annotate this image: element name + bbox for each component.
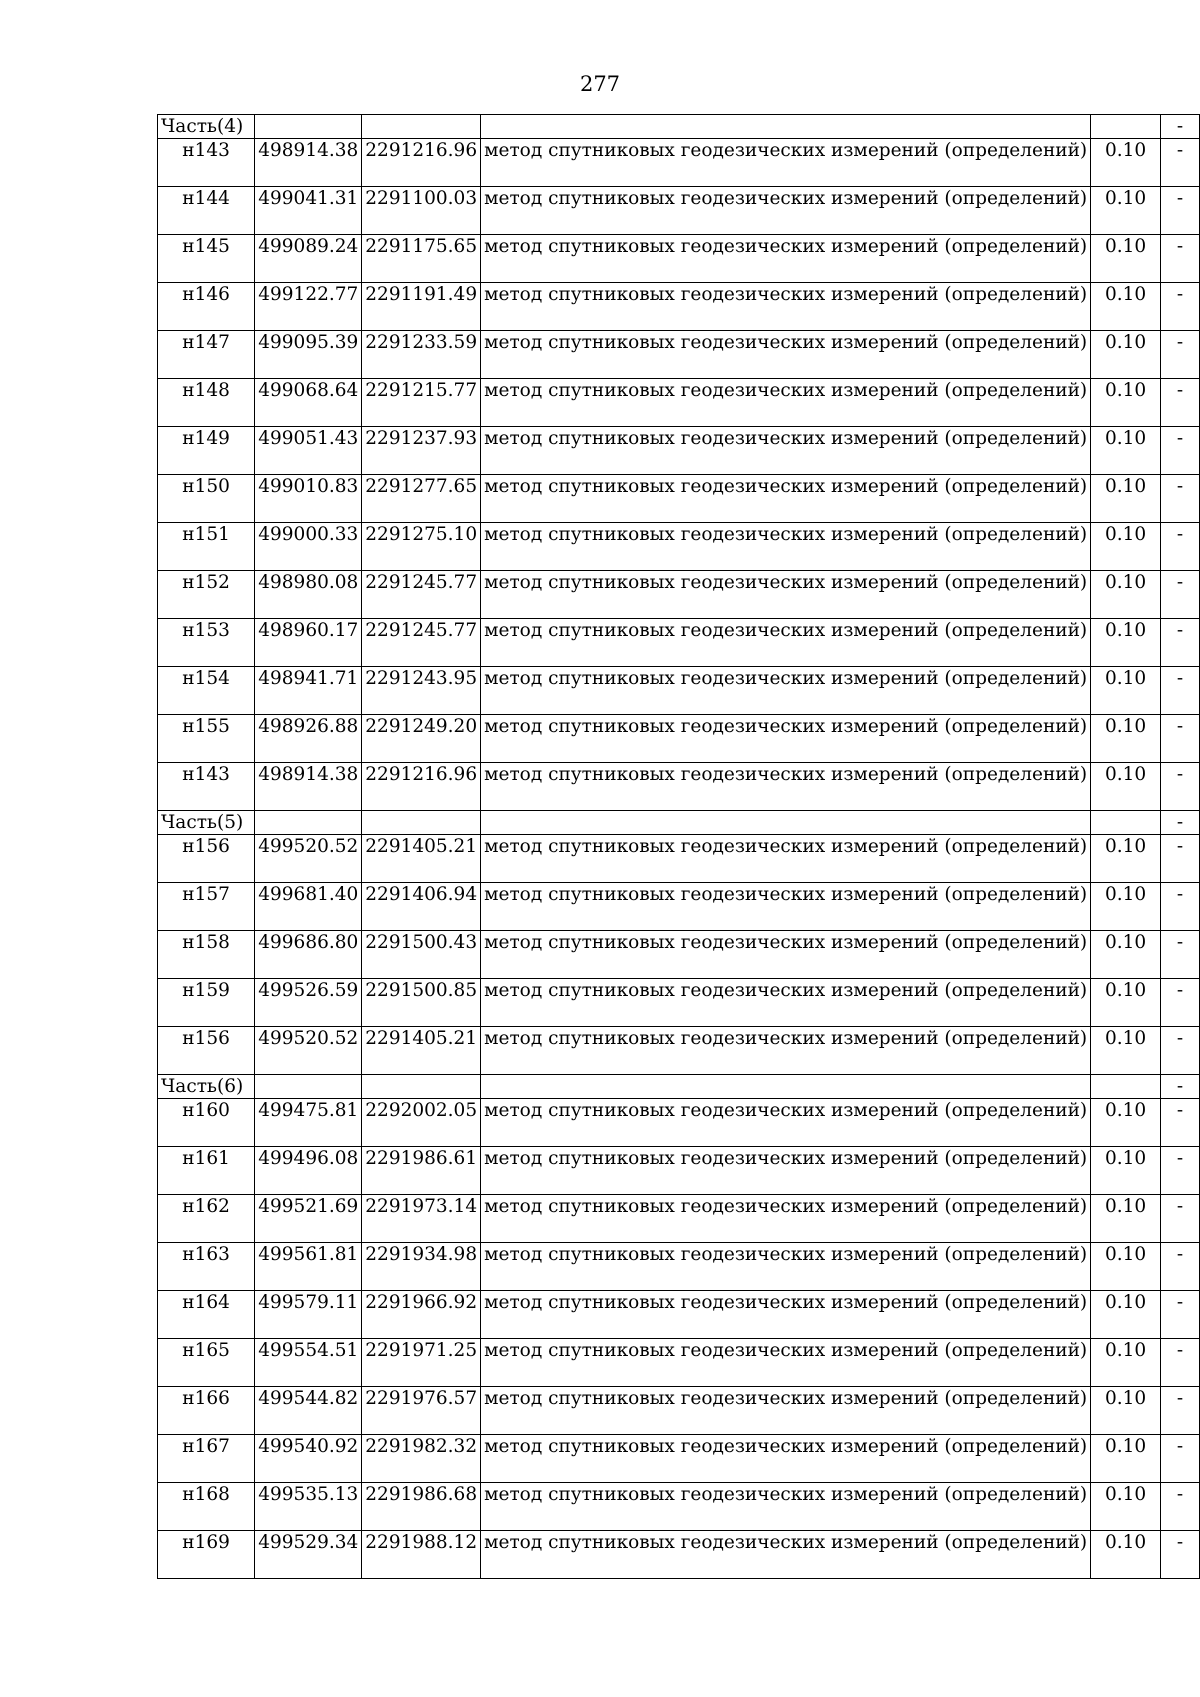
accuracy-value: 0.10 (1091, 763, 1161, 811)
table-row (158, 283, 1200, 331)
coord-y: 2291275.10 (362, 523, 481, 571)
table-row (158, 715, 1200, 763)
coord-x: 499579.11 (255, 1291, 362, 1339)
coord-y: 2291405.21 (362, 835, 481, 883)
table-row (158, 667, 1200, 715)
empty-cell (362, 1075, 481, 1099)
part-dash: - (1160, 115, 1199, 139)
coord-y: 2291405.21 (362, 1027, 481, 1075)
accuracy-value: 0.10 (1091, 1147, 1161, 1195)
method-description: метод спутниковых геодезических измерений (определений) (481, 379, 1091, 427)
empty-cell (1091, 1075, 1161, 1099)
method-description: метод спутниковых геодезических измерений (определений) (481, 187, 1091, 235)
coord-y: 2291249.20 (362, 715, 481, 763)
method-description: метод спутниковых геодезических измерений (определений) (481, 139, 1091, 187)
method-description: метод спутниковых геодезических измерений (определений) (481, 427, 1091, 475)
note-value: - (1160, 283, 1199, 331)
coord-x: 499681.40 (255, 883, 362, 931)
note-value: - (1160, 1027, 1199, 1075)
accuracy-value: 0.10 (1091, 427, 1161, 475)
table-row (158, 379, 1200, 427)
note-value: - (1160, 427, 1199, 475)
accuracy-value: 0.10 (1091, 187, 1161, 235)
accuracy-value: 0.10 (1091, 475, 1161, 523)
method-description: метод спутниковых геодезических измерений (определений) (481, 1339, 1091, 1387)
coord-x: 499122.77 (255, 283, 362, 331)
coord-y: 2291216.96 (362, 139, 481, 187)
accuracy-value: 0.10 (1091, 139, 1161, 187)
coord-x: 499095.39 (255, 331, 362, 379)
method-description: метод спутниковых геодезических измерений (определений) (481, 1531, 1091, 1579)
empty-cell (481, 1075, 1091, 1099)
part-header-row (158, 811, 1200, 835)
point-name: н151 (158, 523, 255, 571)
method-description: метод спутниковых геодезических измерений (определений) (481, 931, 1091, 979)
note-value: - (1160, 235, 1199, 283)
point-name: н146 (158, 283, 255, 331)
point-name: н143 (158, 763, 255, 811)
table-row (158, 1531, 1200, 1579)
note-value: - (1160, 571, 1199, 619)
empty-cell (362, 115, 481, 139)
table-row (158, 835, 1200, 883)
method-description: метод спутниковых геодезических измерений (определений) (481, 1435, 1091, 1483)
part-label: Часть(6) (158, 1075, 255, 1099)
note-value: - (1160, 379, 1199, 427)
method-description: метод спутниковых геодезических измерений (определений) (481, 475, 1091, 523)
note-value: - (1160, 883, 1199, 931)
coord-x: 499051.43 (255, 427, 362, 475)
accuracy-value: 0.10 (1091, 523, 1161, 571)
coord-y: 2291971.25 (362, 1339, 481, 1387)
coord-x: 499535.13 (255, 1483, 362, 1531)
method-description: метод спутниковых геодезических измерений (определений) (481, 523, 1091, 571)
table-row (158, 1099, 1200, 1147)
empty-cell (1091, 115, 1161, 139)
table-row (158, 1147, 1200, 1195)
table-row (158, 427, 1200, 475)
point-name: н167 (158, 1435, 255, 1483)
coord-y: 2291216.96 (362, 763, 481, 811)
accuracy-value: 0.10 (1091, 1099, 1161, 1147)
coord-x: 498926.88 (255, 715, 362, 763)
table-row (158, 187, 1200, 235)
table-row (158, 1435, 1200, 1483)
coord-y: 2291500.85 (362, 979, 481, 1027)
method-description: метод спутниковых геодезических измерений (определений) (481, 1243, 1091, 1291)
note-value: - (1160, 1243, 1199, 1291)
method-description: метод спутниковых геодезических измерений (определений) (481, 571, 1091, 619)
point-name: н149 (158, 427, 255, 475)
note-value: - (1160, 1531, 1199, 1579)
coord-x: 499068.64 (255, 379, 362, 427)
accuracy-value: 0.10 (1091, 571, 1161, 619)
note-value: - (1160, 1387, 1199, 1435)
method-description: метод спутниковых геодезических измерений (определений) (481, 1387, 1091, 1435)
point-name: н166 (158, 1387, 255, 1435)
coord-y: 2291243.95 (362, 667, 481, 715)
note-value: - (1160, 1291, 1199, 1339)
accuracy-value: 0.10 (1091, 1243, 1161, 1291)
coord-x: 499041.31 (255, 187, 362, 235)
coord-x: 499475.81 (255, 1099, 362, 1147)
part-header-row (158, 115, 1200, 139)
coord-y: 2291966.92 (362, 1291, 481, 1339)
accuracy-value: 0.10 (1091, 667, 1161, 715)
coord-x: 499089.24 (255, 235, 362, 283)
note-value: - (1160, 979, 1199, 1027)
coord-x: 499000.33 (255, 523, 362, 571)
coord-x: 499520.52 (255, 835, 362, 883)
table-row (158, 931, 1200, 979)
table-row (158, 139, 1200, 187)
method-description: метод спутниковых геодезических измерений (определений) (481, 979, 1091, 1027)
coord-y: 2291100.03 (362, 187, 481, 235)
note-value: - (1160, 1099, 1199, 1147)
table-row (158, 571, 1200, 619)
part-dash: - (1160, 1075, 1199, 1099)
table-row (158, 1027, 1200, 1075)
part-label: Часть(5) (158, 811, 255, 835)
point-name: н169 (158, 1531, 255, 1579)
note-value: - (1160, 523, 1199, 571)
table-row (158, 1483, 1200, 1531)
point-name: н159 (158, 979, 255, 1027)
table-row (158, 1195, 1200, 1243)
coord-x: 499520.52 (255, 1027, 362, 1075)
table-row (158, 1339, 1200, 1387)
table-row (158, 763, 1200, 811)
point-name: н148 (158, 379, 255, 427)
point-name: н150 (158, 475, 255, 523)
coord-x: 498980.08 (255, 571, 362, 619)
coord-x: 499526.59 (255, 979, 362, 1027)
point-name: н155 (158, 715, 255, 763)
accuracy-value: 0.10 (1091, 235, 1161, 283)
accuracy-value: 0.10 (1091, 979, 1161, 1027)
method-description: метод спутниковых геодезических измерений (определений) (481, 1147, 1091, 1195)
note-value: - (1160, 139, 1199, 187)
coord-y: 2291245.77 (362, 619, 481, 667)
coord-y: 2291976.57 (362, 1387, 481, 1435)
accuracy-value: 0.10 (1091, 835, 1161, 883)
coord-y: 2291277.65 (362, 475, 481, 523)
point-name: н161 (158, 1147, 255, 1195)
table-row (158, 235, 1200, 283)
coord-x: 499521.69 (255, 1195, 362, 1243)
coord-y: 2291982.32 (362, 1435, 481, 1483)
accuracy-value: 0.10 (1091, 1483, 1161, 1531)
coord-y: 2291215.77 (362, 379, 481, 427)
coord-y: 2291986.68 (362, 1483, 481, 1531)
note-value: - (1160, 1147, 1199, 1195)
accuracy-value: 0.10 (1091, 379, 1161, 427)
point-name: н147 (158, 331, 255, 379)
point-name: н163 (158, 1243, 255, 1291)
accuracy-value: 0.10 (1091, 1027, 1161, 1075)
point-name: н156 (158, 835, 255, 883)
point-name: н143 (158, 139, 255, 187)
point-name: н156 (158, 1027, 255, 1075)
coordinates-table-body (158, 115, 1200, 1579)
coord-x: 499496.08 (255, 1147, 362, 1195)
coord-y: 2291237.93 (362, 427, 481, 475)
table-row (158, 1243, 1200, 1291)
table-row (158, 883, 1200, 931)
accuracy-value: 0.10 (1091, 331, 1161, 379)
empty-cell (255, 811, 362, 835)
coord-x: 499561.81 (255, 1243, 362, 1291)
table-row (158, 1387, 1200, 1435)
point-name: н168 (158, 1483, 255, 1531)
note-value: - (1160, 667, 1199, 715)
empty-cell (1091, 811, 1161, 835)
table-row (158, 619, 1200, 667)
accuracy-value: 0.10 (1091, 1195, 1161, 1243)
table-row (158, 979, 1200, 1027)
point-name: н162 (158, 1195, 255, 1243)
empty-cell (481, 811, 1091, 835)
coord-x: 499529.34 (255, 1531, 362, 1579)
note-value: - (1160, 187, 1199, 235)
coordinates-table (157, 114, 1200, 1579)
method-description: метод спутниковых геодезических измерений (определений) (481, 1099, 1091, 1147)
coord-y: 2291233.59 (362, 331, 481, 379)
method-description: метод спутниковых геодезических измерений (определений) (481, 835, 1091, 883)
point-name: н154 (158, 667, 255, 715)
accuracy-value: 0.10 (1091, 1531, 1161, 1579)
coord-y: 2291986.61 (362, 1147, 481, 1195)
note-value: - (1160, 715, 1199, 763)
coord-x: 499010.83 (255, 475, 362, 523)
accuracy-value: 0.10 (1091, 715, 1161, 763)
coord-y: 2291406.94 (362, 883, 481, 931)
method-description: метод спутниковых геодезических измерений (определений) (481, 667, 1091, 715)
method-description: метод спутниковых геодезических измерений (определений) (481, 1483, 1091, 1531)
point-name: н145 (158, 235, 255, 283)
part-header-row (158, 1075, 1200, 1099)
empty-cell (362, 811, 481, 835)
coord-x: 499554.51 (255, 1339, 362, 1387)
note-value: - (1160, 1195, 1199, 1243)
part-dash: - (1160, 811, 1199, 835)
note-value: - (1160, 331, 1199, 379)
point-name: н158 (158, 931, 255, 979)
point-name: н144 (158, 187, 255, 235)
table-row (158, 1291, 1200, 1339)
note-value: - (1160, 475, 1199, 523)
method-description: метод спутниковых геодезических измерений (определений) (481, 283, 1091, 331)
coord-y: 2291175.65 (362, 235, 481, 283)
coord-y: 2291191.49 (362, 283, 481, 331)
accuracy-value: 0.10 (1091, 283, 1161, 331)
accuracy-value: 0.10 (1091, 619, 1161, 667)
method-description: метод спутниковых геодезических измерений (определений) (481, 235, 1091, 283)
accuracy-value: 0.10 (1091, 1339, 1161, 1387)
note-value: - (1160, 931, 1199, 979)
point-name: н164 (158, 1291, 255, 1339)
accuracy-value: 0.10 (1091, 1387, 1161, 1435)
note-value: - (1160, 619, 1199, 667)
accuracy-value: 0.10 (1091, 1291, 1161, 1339)
method-description: метод спутниковых геодезических измерений (определений) (481, 715, 1091, 763)
method-description: метод спутниковых геодезических измерений (определений) (481, 1027, 1091, 1075)
accuracy-value: 0.10 (1091, 1435, 1161, 1483)
point-name: н165 (158, 1339, 255, 1387)
method-description: метод спутниковых геодезических измерений (определений) (481, 619, 1091, 667)
note-value: - (1160, 1339, 1199, 1387)
table-row (158, 331, 1200, 379)
empty-cell (255, 1075, 362, 1099)
part-label: Часть(4) (158, 115, 255, 139)
empty-cell (255, 115, 362, 139)
table-row (158, 523, 1200, 571)
note-value: - (1160, 1435, 1199, 1483)
point-name: н160 (158, 1099, 255, 1147)
coord-x: 499686.80 (255, 931, 362, 979)
coord-x: 498941.71 (255, 667, 362, 715)
note-value: - (1160, 835, 1199, 883)
coord-y: 2291973.14 (362, 1195, 481, 1243)
accuracy-value: 0.10 (1091, 931, 1161, 979)
coord-x: 498960.17 (255, 619, 362, 667)
point-name: н152 (158, 571, 255, 619)
note-value: - (1160, 763, 1199, 811)
point-name: н157 (158, 883, 255, 931)
coord-x: 499544.82 (255, 1387, 362, 1435)
method-description: метод спутниковых геодезических измерений (определений) (481, 1195, 1091, 1243)
coord-y: 2291245.77 (362, 571, 481, 619)
coord-y: 2291500.43 (362, 931, 481, 979)
coord-x: 499540.92 (255, 1435, 362, 1483)
page-number: 277 (579, 72, 621, 96)
coord-x: 498914.38 (255, 763, 362, 811)
table-row (158, 475, 1200, 523)
coord-y: 2291934.98 (362, 1243, 481, 1291)
coord-x: 498914.38 (255, 139, 362, 187)
method-description: метод спутниковых геодезических измерений (определений) (481, 1291, 1091, 1339)
method-description: метод спутниковых геодезических измерений (определений) (481, 763, 1091, 811)
coord-y: 2291988.12 (362, 1531, 481, 1579)
method-description: метод спутниковых геодезических измерений (определений) (481, 883, 1091, 931)
coord-y: 2292002.05 (362, 1099, 481, 1147)
empty-cell (481, 115, 1091, 139)
note-value: - (1160, 1483, 1199, 1531)
method-description: метод спутниковых геодезических измерений (определений) (481, 331, 1091, 379)
accuracy-value: 0.10 (1091, 883, 1161, 931)
point-name: н153 (158, 619, 255, 667)
